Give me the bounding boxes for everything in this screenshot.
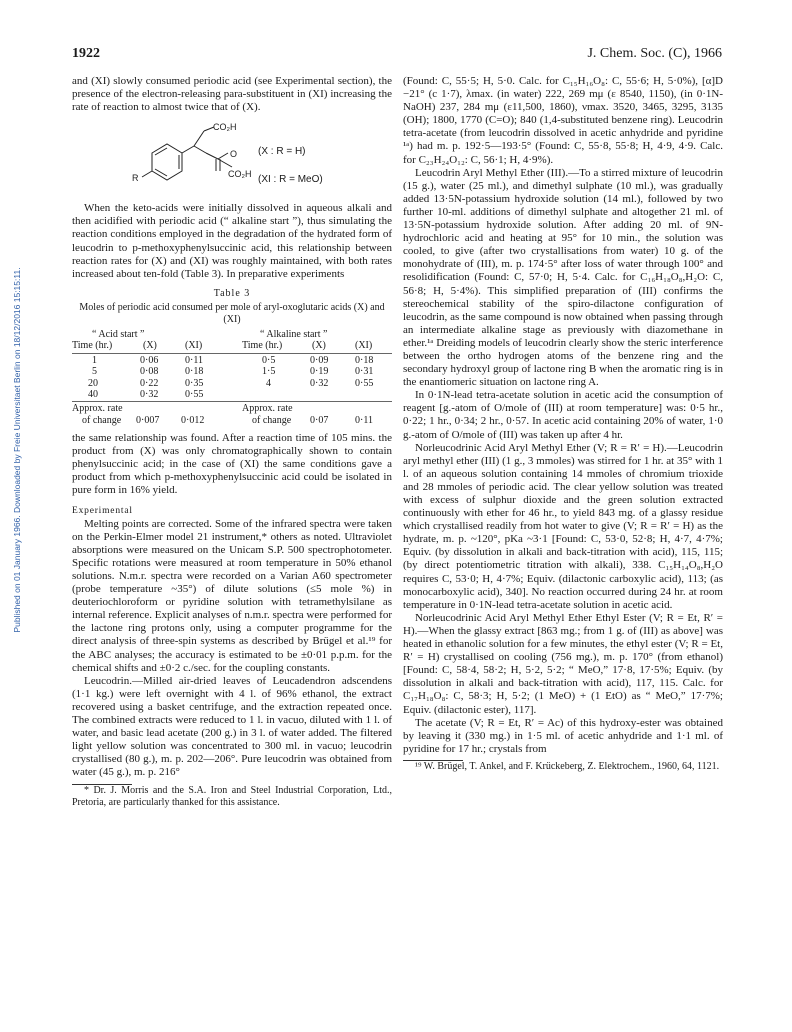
table-rate-label-row xyxy=(72,403,392,414)
paragraph: Norleucodrinic Acid Aryl Methyl Ether (V; R = R′ = H).—Leucodrin aryl methyl ether (III) (1 g., 3 mmoles) was stirred for 1 hr. at 35° with 1 l. of an aqueous solution containing 14 mmoles of chromium trioxide and 28 mmoles of periodic acid. The clear yellow solution was treated with excess of sulphur dioxide and the green solution extracted continuously with ether for 46 hr., to yield 843 mg. of a glassy residue which crystallised readily from hot water to give (V; R = R′ = H) as the hydrate, m. p. ~120°, pKa ~3·1 [Found: C, 53·0, 52·8; H, 4·7, 4·7%; Equiv. (by dissolution in alkali and back-titration with acid), 115, 115; (by direct potentiometric titration with alkali), 338. C₁₅H₁₄O₈,H₂O requires C, 53·0; H, 4·7%; Equiv. (dilactonic carboxylic acid), 113; (as monocarboxylic acid), 340]. No reaction occurred during 24 hr. at room temperature in 0·1N-lead tetra-acetate solution in acetic acid. xyxy=(403,441,723,611)
table-cell: 0·11 xyxy=(355,414,373,426)
rate-table xyxy=(72,329,392,426)
paragraph: Leucodrin.—Milled air-dried leaves of Leucadendron adscendens (1·1 kg.) were left overnight with 4 l. of 96% ethanol, the extract recovered using a basket centrifuge, and the extraction repeated once. The combined extracts were reduced to 1 l. in vacuo, diluted with 1 l. of water, and basic lead acetate (200 g.) in 3 l. of water added. The filtered light yellow solution was concentrated to 300 ml. in vacuo; leucodrin crystallised (80 g.), m. p. 202—206°. Pure leucodrin was obtained from water (45 g.), m. p. 216° xyxy=(72,674,392,779)
table-cell: 0·09 xyxy=(310,354,329,366)
table-cell: 1 xyxy=(92,354,97,366)
compound-x-label: (X : R = H) xyxy=(258,146,306,158)
journal-citation: J. Chem. Soc. (C), 1966 xyxy=(587,46,722,61)
paragraph: The acetate (V; R = Et, R′ = Ac) of this hydroxy-ester was obtained by leaving it (330 mg.) in 1·5 ml. of acetic anhydride and 1·1 ml. of pyridine for 17 hr.; crystals from xyxy=(403,716,723,755)
table-rate-row xyxy=(72,415,392,426)
table-cell: 0·31 xyxy=(355,366,374,378)
table-row xyxy=(72,366,392,377)
page-number: 1922 xyxy=(72,46,100,61)
table-cell: 40 xyxy=(88,388,98,400)
download-notice-link[interactable]: Published on 01 January 1966. Downloaded by Freie Universitaet Berlin on 18/12/2016 15:15:11. xyxy=(12,267,22,633)
paragraph: and (XI) slowly consumed periodic acid (see Experimental section), the presence of the electron-releasing para-substituent in (XI) increasing the rate of reaction to almost twice that of (X). xyxy=(72,75,392,114)
chemical-structure xyxy=(72,115,392,195)
co2h-top-label: CO₂H xyxy=(213,122,237,133)
r-group-label: R xyxy=(132,173,139,184)
table-cell: 0·55 xyxy=(185,388,204,400)
column-header: Time (hr.) xyxy=(242,340,283,352)
column-header: (X) xyxy=(143,340,157,352)
table-cell: 0·11 xyxy=(185,354,203,366)
co2h-bottom-label: CO₂H xyxy=(228,169,252,180)
paragraph: In 0·1N-lead tetra-acetate solution in acetic acid the consumption of reagent [g.-atom of O/mole of (III) at room temperature] was: 0·5 hr., 0·22; 1 hr., 0·34; 2 hr., 0·57. In acetic acid containing 20% of water, 1·0 g.-atom of O/mole of (III) was taken up after 4 hr. xyxy=(403,389,723,441)
footnote: * Dr. J. Morris and the S.A. Iron and Steel Industrial Corporation, Ltd., Pretoria, are particularly thanked for this assistance. xyxy=(72,784,392,808)
table-cell: 0·32 xyxy=(140,388,159,400)
table-cell: 0·012 xyxy=(181,414,205,426)
column-header: (XI) xyxy=(185,340,203,352)
table-caption: Moles of periodic acid consumed per mole of aryl-oxoglutaric acids (X) and (XI) xyxy=(79,301,385,325)
table-column-headers xyxy=(72,340,392,351)
rate-label: Approx. rate xyxy=(242,403,293,415)
paragraph: Leucodrin Aryl Methyl Ether (III).—To a stirred mixture of leucodrin (15 g.), water (25 ml.), and dimethyl sulphate (10 ml.), was gradually added 13·5N-potassium hydroxide solution (14 ml.), followed by two further 10-ml. additions of dimethyl sulphate and altogether 21 ml. of 13·5N-potassium hydroxide solution. After adding 20 ml. of 9N-hydrochloric acid and heating at 95° for 10 min., the solution was cooled, to give (after two crystallisations from water) 10 g. of the monohydrate of (III), m. p. 174·5° after loss of water through 100° and resolidification (Found: C, 57·0; H, 5·4. Calc. for C₁₆H₁₈O₈,H₂O: C, 56·8; H, 5·4%). This simplified preparation of (III) confirms the stereochemical stability of the spiro-dilactone configuration of leucodrin, as the same compound is now obtained when passing through an intermediate alkaline stage as previously with diazomethane in ether.¹ᵃ Dreiding models of leucodrin clearly show the steric interference between the ortho hydrogen atoms of the benzene ring and the secondary hydroxyl group of lactone ring B when the aromatic ring is in the enantiomeric situation on lactone ring A. xyxy=(403,166,723,389)
table-cell: 20 xyxy=(88,377,98,389)
paragraph: Melting points are corrected. Some of the infrared spectra were taken on the Perkin-Elmer model 21 instrument,* others as noted. Ultraviolet absorptions were measured on the Unicam S.P. 500 spectrophotometer. Specific rotations were measured at room temperature in 50% ethanol solutions. N.m.r. spectra were recorded on a Varian A60 spectrometer (probe temperature ~35°) of dilute solutions (≤5 mole %) in deuteriochloroform or pyridine solution with tetramethylsilane as internal reference. Explicit analyses of n.m.r. spectra were performed for the lactone ring protons only, using a computer programme for the direct analysis of three-spin systems as described by Brügel et al.¹⁹ for the ABC analyses; the accuracy is estimated to be ±0·01 p.p.m. for the chemical shifts and ±0·2 c./sec. for the coupling constants. xyxy=(72,517,392,674)
table-cell: 0·19 xyxy=(310,366,329,378)
paragraph: When the keto-acids were initially dissolved in aqueous alkali and then acidified with periodic acid (“ alkaline start ”), thus simulating the reaction conditions employed in the degradation of the hydrated form of leucodrin to p-methoxyphenylsuccinic acid, this relationship between reaction rates for (X) and (XI) was roughly maintained, with both rates increased about ten-fold (Table 3). In preparative experiments xyxy=(72,202,392,280)
section-heading: Experimental xyxy=(72,505,133,516)
paragraph: the same relationship was found. After a reaction time of 105 mins. the product from (X) was only chromatographically shown to contain phenylsuccinic acid; in the case of (XI) the same conditions gave a product from which p-methoxyphenylsuccinic acid could be isolated in pure form in 16% yield. xyxy=(72,432,392,497)
paragraph: Norleucodrinic Acid Aryl Methyl Ether Ethyl Ester (V; R = Et, R′ = H).—When the glassy extract [863 mg.; from 1 g. of (III) as above] was heated in ethanolic solution for a few minutes, the ethyl ester (V; R = Et, R′ = H) crystallised on cooling (756 mg.), m. p. 170° (from ethanol) [Found: C, 58·4, 58·2; H, 5·2, 5·2; “ MeO,” 17·8, 17·5%; Equiv. (by dissolution in alkali and back-titration with acid), 117, 115. Calc. for C₁₇H₁₈O₈: C, 58·3; H, 5·2; (1 MeO) + (1 EtO) as “ MeO,” 17·7%; Equiv. (dilactonic ester), 117]. xyxy=(403,611,723,716)
left-column xyxy=(72,75,392,809)
column-header: (XI) xyxy=(355,340,373,352)
running-header xyxy=(72,46,722,64)
table-title: Table 3 xyxy=(213,287,251,299)
download-watermark xyxy=(2,210,22,700)
paragraph: (Found: C, 55·5; H, 5·0. Calc. for C₁₅H₁₆O₈: C, 55·6; H, 5·0%), [α]D −21° (c 1·7), λmax. (in water) 222, 269 mμ (ε 8540, 1150), (in 0·1N-NaOH) 237, 284 mμ (ε11,500, 1860), νmax. 3520, 3465, 3295, 3135 (OH); 1800, 1770 (C=O); 840 (1,4-substituted benzene ring). Leucodrin tetra-acetate (from leucodrin dissolved in acetic anhydride and pyridine ¹ᵃ) had m. p. 192·5—193·5° (Found: C, 55·8, 55·8; H, 4·9, 4·9. Calc. for C₂₃H₂₄O₁₂: C, 56·1; H, 4·9%). xyxy=(403,75,723,166)
footnote: ¹⁹ W. Brügel, T. Ankel, and F. Krückeberg, Z. Elektrochem., 1960, 64, 1121. xyxy=(415,760,720,772)
alkaline-start-header: “ Alkaline start ” xyxy=(260,328,328,340)
table-cell: 0·32 xyxy=(310,377,329,389)
table-cell: 0·007 xyxy=(136,414,160,426)
table-cell: 0·55 xyxy=(355,377,374,389)
rate-label: of change xyxy=(82,414,122,426)
table-cell: 1·5 xyxy=(262,366,276,378)
table-cell: 0·08 xyxy=(140,366,159,378)
table-row xyxy=(72,378,392,389)
right-column xyxy=(403,75,723,773)
table-rule xyxy=(72,353,392,354)
table-cell: 0·18 xyxy=(185,366,204,378)
table-cell: 4 xyxy=(266,377,271,389)
table-cell: 0·22 xyxy=(140,377,159,389)
table-cell: 0·06 xyxy=(140,354,159,366)
table-cell: 0·07 xyxy=(310,414,329,426)
column-header: (X) xyxy=(312,340,326,352)
table-cell: 5 xyxy=(92,366,97,378)
table-group-header xyxy=(72,329,392,340)
table-row xyxy=(72,355,392,366)
table-cell: 0·35 xyxy=(185,377,204,389)
table-row xyxy=(72,389,392,400)
rate-label: of change xyxy=(252,414,292,426)
table-cell: 0·18 xyxy=(355,354,374,366)
table-rule xyxy=(72,401,392,402)
acid-start-header: “ Acid start ” xyxy=(92,328,145,340)
table-cell: 0·5 xyxy=(262,354,276,366)
column-header: Time (hr.) xyxy=(72,340,113,352)
rate-label: Approx. rate xyxy=(72,403,123,415)
oxygen-label: O xyxy=(230,149,238,160)
compound-xi-label: (XI : R = MeO) xyxy=(258,174,323,186)
